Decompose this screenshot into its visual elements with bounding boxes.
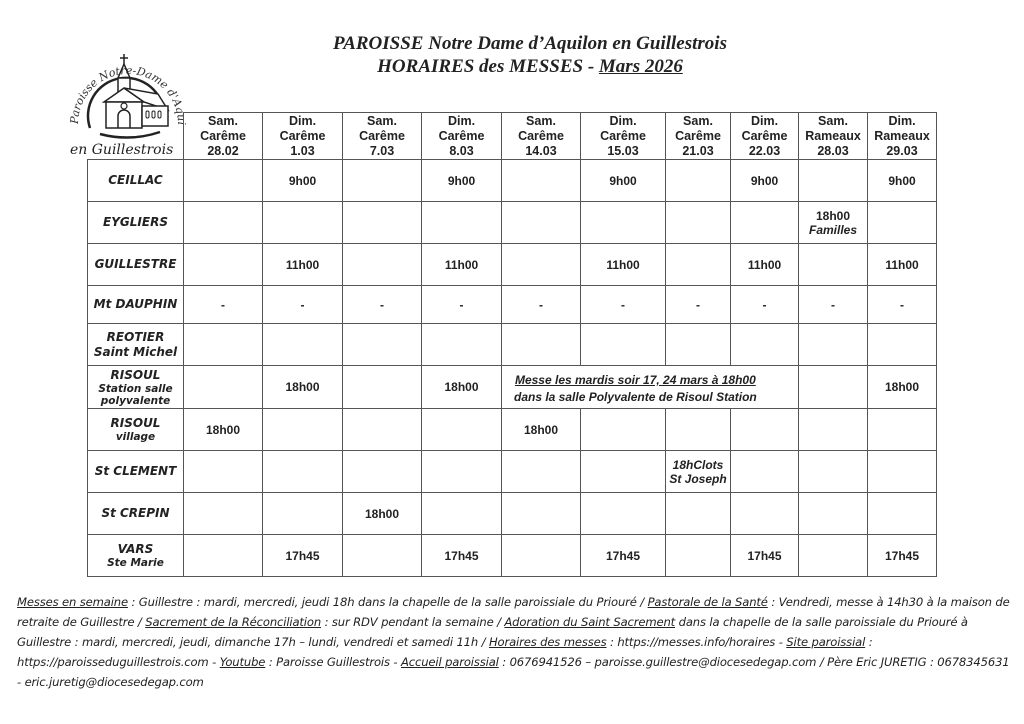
place-subtitle: Station salle polyvalente: [98, 382, 173, 407]
place-cell: [88, 160, 184, 202]
mass-time: 11h00: [747, 257, 782, 272]
place-cell: [88, 244, 184, 286]
mass-time-cell: [263, 493, 343, 535]
table-row: [88, 493, 937, 535]
place-name: St CLEMENT: [94, 464, 177, 478]
column-day: Dim.: [888, 113, 916, 128]
header-row: [88, 113, 937, 160]
reconciliation-label: Sacrement de la Réconciliation: [145, 615, 322, 629]
mass-time-cell: [666, 409, 731, 451]
mass-time-cell: [502, 286, 581, 324]
mass-time-cell: [422, 324, 502, 366]
mass-time-cell: [422, 493, 502, 535]
note-line-1: Messe les mardis soir 17, 24 mars à 18h00: [514, 373, 756, 387]
weekday-notes: [17, 592, 1012, 692]
column-day: Sam.: [367, 113, 397, 128]
mass-time-cell: [868, 493, 937, 535]
mass-time-cell: [184, 202, 263, 244]
mass-time: -: [300, 297, 305, 312]
place-name: St CREPIN: [101, 506, 170, 520]
column-period: Carême: [438, 128, 485, 143]
pastorale-label: Pastorale de la Santé: [647, 595, 768, 609]
mass-time-cell: [263, 160, 343, 202]
place-name: GUILLESTRE: [94, 257, 177, 271]
mass-time-cell: [799, 451, 868, 493]
mass-time-cell: [263, 244, 343, 286]
place-cell: [88, 324, 184, 366]
mass-time-cell: [422, 160, 502, 202]
column-date: 8.03: [449, 143, 474, 158]
mass-time-cell: [868, 324, 937, 366]
mass-time: 17h45: [884, 548, 920, 563]
column-date: 29.03: [886, 143, 918, 158]
mass-time: 18h00: [815, 208, 851, 223]
column-date: 28.03: [817, 143, 849, 158]
place-subtitle: Ste Marie: [107, 557, 164, 569]
table-row: [88, 451, 937, 493]
youtube-text: : Paroisse Guillestrois -: [265, 655, 401, 669]
adoration-label: Adoration du Saint Sacrement: [504, 615, 676, 629]
mass-time: 18h00: [285, 380, 320, 394]
mass-time: 11h00: [885, 257, 919, 272]
table-row: [88, 535, 937, 577]
mass-time-cell: [422, 202, 502, 244]
column-date: 28.02: [207, 143, 239, 158]
mass-time-cell: [184, 409, 263, 451]
mass-time: -: [831, 297, 835, 312]
place-subtitle: village: [115, 431, 156, 443]
column-header-21.03: [666, 113, 731, 160]
mass-time-cell: [502, 451, 581, 493]
mass-note: Familles: [808, 222, 858, 237]
table-row: [88, 366, 937, 409]
mass-time-cell: [799, 160, 868, 202]
column-period: Rameaux: [874, 128, 930, 143]
column-period: Carême: [600, 128, 646, 143]
mass-time: -: [459, 297, 464, 312]
column-day: Sam.: [208, 113, 238, 128]
accueil-label: Accueil paroissial: [400, 655, 499, 669]
column-header-7.03: [343, 113, 422, 160]
mass-time-cell: [184, 324, 263, 366]
mass-time-cell: [263, 409, 343, 451]
column-period: Carême: [359, 128, 405, 143]
mass-time-cell: [731, 244, 799, 286]
mass-time-cell: [799, 244, 868, 286]
mass-time-cell: [581, 493, 666, 535]
mass-time-cell: [581, 286, 666, 324]
mass-time-cell: [581, 535, 666, 577]
mass-time-cell: [581, 324, 666, 366]
mass-time-cell: [422, 244, 502, 286]
title-line-1: PAROISSE Notre Dame d’Aquilon en Guillestrois: [333, 33, 727, 54]
site-link[interactable]: : https://paroisseduguillestrois.com -: [17, 635, 873, 669]
mass-time: 17h45: [444, 548, 479, 563]
mass-time-cell: [868, 366, 937, 409]
mass-time-cell: [666, 451, 731, 493]
mass-time-cell: [502, 202, 581, 244]
mass-time-cell: [422, 535, 502, 577]
column-header-14.03: [502, 113, 581, 160]
mass-time-cell: [666, 286, 731, 324]
title-prefix: HORAIRES des MESSES -: [377, 56, 599, 77]
mass-time: 9h00: [750, 173, 779, 188]
mass-time-cell: [799, 366, 868, 409]
place-name: CEILLAC: [108, 173, 163, 187]
mass-time-cell: [868, 202, 937, 244]
mass-time: 9h00: [609, 173, 637, 188]
column-header-29.03: [868, 113, 937, 160]
table-row: [88, 160, 937, 202]
mass-time-cell: [502, 409, 581, 451]
place-cell: [88, 493, 184, 535]
place-cell: [88, 202, 184, 244]
place-cell: [88, 535, 184, 577]
adoration-text: dans la chapelle de la salle paroissiale du Priouré à Guillestre : mardi, mercredi, jeudi, dimanche 17h – lundi, vendredi et samedi 11h /: [17, 615, 968, 649]
mass-time-cell: [343, 286, 422, 324]
mass-time-cell: [343, 451, 422, 493]
mass-time: 17h45: [605, 548, 641, 563]
mass-time-cell: [731, 324, 799, 366]
mass-time-cell: [184, 535, 263, 577]
mass-time: 9h00: [288, 173, 317, 188]
column-period: Carême: [200, 128, 246, 143]
mass-time: -: [539, 297, 543, 312]
mass-time: -: [221, 297, 225, 312]
mass-time-cell: [581, 244, 666, 286]
column-header-8.03: [422, 113, 502, 160]
pastorale-text: : Vendredi, messe à 14h30 à la maison de retraite de Guillestre /: [17, 595, 1010, 629]
risoul-weekday-note: [502, 366, 799, 409]
mass-time-cell: [868, 409, 937, 451]
mass-time: -: [900, 297, 904, 312]
mass-time-cell: [343, 409, 422, 451]
place-subtitle: Saint Michel: [93, 344, 178, 359]
title-line-2: [280, 55, 780, 78]
mass-schedule-table: [87, 112, 937, 577]
mass-time: 11h00: [444, 257, 479, 272]
mass-time-cell: [343, 160, 422, 202]
place-cell: [88, 451, 184, 493]
contact-text: : 0676941526 – paroisse.guillestre@diocesedegap.com / Père Eric JURETIG : 0678345631 - eric.juretig@diocesedegap.com: [17, 655, 1010, 689]
mass-time-cell: [731, 535, 799, 577]
site-label[interactable]: Site paroissial: [786, 635, 866, 649]
mass-time: 17h45: [747, 548, 782, 563]
place-name: Mt DAUPHIN: [93, 297, 178, 311]
column-day: Sam.: [526, 113, 556, 128]
column-period: Carême: [279, 128, 326, 143]
mass-time-cell: [263, 324, 343, 366]
column-header-1.03: [263, 113, 343, 160]
column-period: Carême: [518, 128, 564, 143]
mass-time-cell: [343, 202, 422, 244]
mass-time-cell: [868, 160, 937, 202]
mass-time-cell: [184, 160, 263, 202]
mass-time-cell: [731, 160, 799, 202]
title-month: Mars 2026: [598, 56, 683, 77]
column-date: 22.03: [748, 143, 781, 158]
mass-time: 18h00: [884, 380, 920, 394]
page-title: [280, 32, 780, 78]
mass-time-cell: [581, 451, 666, 493]
table-row: [88, 244, 937, 286]
mass-time: -: [696, 297, 700, 312]
mass-time: -: [380, 297, 384, 312]
table-row: [88, 409, 937, 451]
place-name: EYGLIERS: [103, 215, 168, 229]
mass-time: -: [621, 297, 625, 312]
column-day: Sam.: [683, 113, 713, 128]
mass-time-cell: [666, 535, 731, 577]
column-header-22.03: [731, 113, 799, 160]
place-name: RISOUL: [110, 367, 161, 382]
column-header-28.02: [184, 113, 263, 160]
mass-time: 11h00: [606, 257, 640, 272]
note-line-2: dans la salle Polyvalente de Risoul Station: [514, 390, 757, 404]
mass-time-cell: [263, 535, 343, 577]
mass-time: 18h00: [444, 380, 479, 394]
mass-note: St Joseph: [669, 471, 727, 486]
mass-time-cell: [263, 286, 343, 324]
column-date: 21.03: [682, 143, 714, 158]
place-name: VARS: [117, 542, 154, 556]
mass-time-cell: [731, 202, 799, 244]
place-cell: [88, 286, 184, 324]
column-day: Dim.: [750, 113, 779, 128]
column-header-28.03: [799, 113, 868, 160]
mass-time-cell: [184, 366, 263, 409]
mass-time: -: [762, 297, 767, 312]
mass-time-cell: [868, 535, 937, 577]
column-period: Carême: [741, 128, 788, 143]
mass-time: 18h00: [205, 422, 241, 437]
mass-time-cell: [799, 535, 868, 577]
mass-time-cell: [502, 493, 581, 535]
mass-time-cell: [422, 286, 502, 324]
mass-time: 9h00: [888, 173, 916, 188]
mass-time-cell: [731, 493, 799, 535]
mass-time-cell: [263, 202, 343, 244]
mass-time-cell: [502, 324, 581, 366]
mass-time-cell: [868, 286, 937, 324]
place-name: RISOUL: [110, 416, 161, 430]
mass-time-cell: [868, 451, 937, 493]
column-period: Rameaux: [805, 128, 861, 143]
table-row: [88, 324, 937, 366]
column-day: Dim.: [609, 113, 637, 128]
mass-time-cell: [184, 451, 263, 493]
mass-time-cell: [422, 366, 502, 409]
table-row: [88, 286, 937, 324]
mass-time-cell: [422, 451, 502, 493]
column-date: 14.03: [525, 143, 557, 158]
mass-time-cell: [581, 202, 666, 244]
mass-time-cell: [799, 324, 868, 366]
table-row: [88, 202, 937, 244]
mass-time: 9h00: [447, 173, 476, 188]
mass-time-cell: [343, 535, 422, 577]
place-cell: [88, 409, 184, 451]
mass-time-cell: [263, 366, 343, 409]
logo-arc-text: Paroisse Notre-Dame d'Aqui: [67, 63, 189, 126]
column-day: Dim.: [447, 113, 476, 128]
column-date: 1.03: [290, 143, 315, 158]
mass-time-cell: [731, 286, 799, 324]
mass-time-cell: [731, 451, 799, 493]
mass-time-cell: [343, 366, 422, 409]
mass-time-cell: [799, 493, 868, 535]
mass-time-cell: [666, 202, 731, 244]
messes-semaine-text: : Guillestre : mardi, mercredi, jeudi 18h dans la chapelle de la salle paroissiale du Priouré /: [127, 595, 648, 609]
mass-time: 18hClots: [672, 457, 724, 472]
mass-time-cell: [502, 160, 581, 202]
mass-time-cell: [666, 324, 731, 366]
messes-semaine-label: Messes en semaine: [17, 595, 128, 609]
mass-time-cell: [799, 409, 868, 451]
place-name: REOTIER: [106, 329, 165, 344]
mass-time-cell: [666, 160, 731, 202]
mass-time-cell: [868, 244, 937, 286]
mass-time-cell: [799, 202, 868, 244]
column-date: 7.03: [369, 143, 395, 158]
mass-time-cell: [666, 244, 731, 286]
mass-time: 17h45: [285, 548, 320, 563]
mass-time: 18h00: [364, 506, 400, 521]
logo-bottom-text: en Guillestrois: [70, 142, 174, 158]
mass-time-cell: [422, 409, 502, 451]
column-day: Dim.: [288, 113, 317, 128]
mass-time-cell: [666, 493, 731, 535]
column-day: Sam.: [818, 113, 848, 128]
mass-time-cell: [343, 493, 422, 535]
place-cell: [88, 366, 184, 409]
column-date: 15.03: [607, 143, 639, 158]
mass-time: 18h00: [523, 422, 559, 437]
youtube-label[interactable]: Youtube: [219, 655, 266, 669]
mass-time-cell: [343, 324, 422, 366]
mass-time-cell: [581, 409, 666, 451]
mass-time-cell: [581, 160, 666, 202]
horaires-link[interactable]: : https://messes.info/horaires -: [606, 635, 787, 649]
mass-time-cell: [731, 409, 799, 451]
mass-time: 11h00: [285, 257, 320, 272]
horaires-link-label[interactable]: Horaires des messes: [488, 635, 607, 649]
mass-time-cell: [502, 535, 581, 577]
mass-time-cell: [799, 286, 868, 324]
mass-time-cell: [263, 451, 343, 493]
mass-time-cell: [184, 286, 263, 324]
mass-time-cell: [343, 244, 422, 286]
column-header-15.03: [581, 113, 666, 160]
column-period: Carême: [675, 128, 721, 143]
mass-time-cell: [502, 244, 581, 286]
mass-time-cell: [184, 493, 263, 535]
reconciliation-text: : sur RDV pendant la semaine /: [321, 615, 505, 629]
mass-time-cell: [184, 244, 263, 286]
corner-cell: [88, 113, 184, 160]
